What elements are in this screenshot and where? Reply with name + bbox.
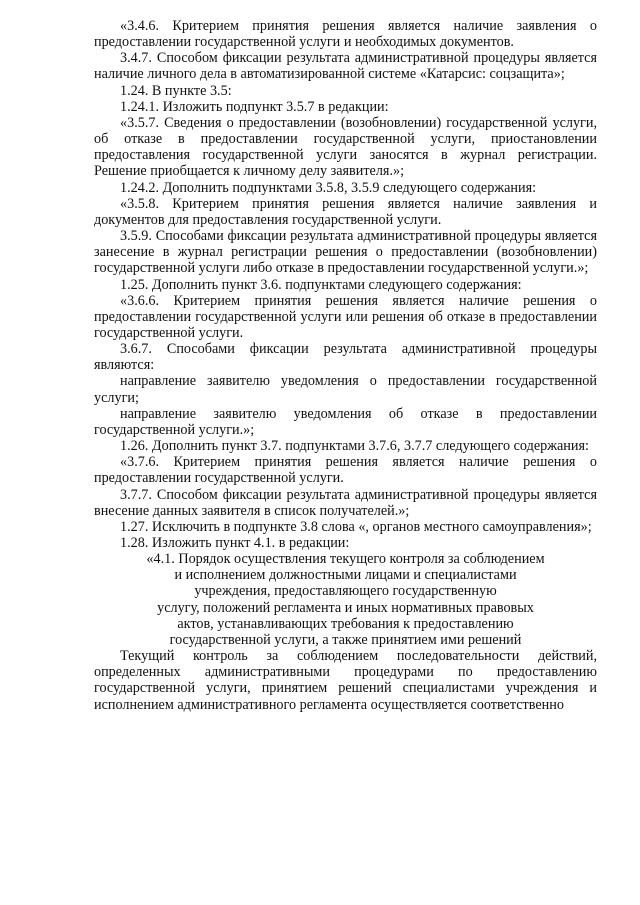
paragraph-1-27: 1.27. Исключить в подпункте 3.8 слова «, органов местного самоуправления»; — [120, 518, 592, 535]
paragraph-3-4-7: 3.4.7. Способом фиксации результата административной процедуры является наличие личного дела в автоматизированной системе «Катарсис: соцзащита»; — [94, 50, 597, 83]
paragraph-3-5-9: 3.5.9. Способами фиксации результата административной процедуры является занесение в журнал регистрации решения о предоставлении (возобновлении) государственной услуги либо отказе в предоставлении государственной услуги.»; — [94, 228, 597, 277]
paragraph-current-control: Текущий контроль за соблюдением последовательности действий, определенных административными процедурами по предоставлению государственной услуги, принятием решений специалистами учреждения и исполнением административного регламента осуществляется соответственно — [94, 648, 597, 713]
paragraph-1-24: 1.24. В пункте 3.5: — [120, 82, 232, 99]
paragraph-3-5-8: «3.5.8. Критерием принятия решения является наличие заявления и документов для предоставления государственной услуги. — [94, 195, 597, 228]
paragraph-notification-refusal: направление заявителю уведомления об отказе в предоставлении государственной услуги.»; — [94, 405, 597, 438]
paragraph-1-25: 1.25. Дополнить пункт 3.6. подпунктами следующего содержания: — [120, 276, 522, 293]
paragraph-1-24-1: 1.24.1. Изложить подпункт 3.5.7 в редакции: — [120, 98, 389, 115]
paragraph-notification-provision: направление заявителю уведомления о предоставлении государственной услуги; — [94, 373, 597, 406]
paragraph-3-7-7: 3.7.7. Способом фиксации результата административной процедуры является внесение данных заявителя в список получателей.»; — [94, 486, 597, 519]
paragraph-3-4-6: «3.4.6. Критерием принятия решения является наличие заявления о предоставлении государственной услуги и необходимых документов. — [94, 18, 597, 51]
section-heading-4-1: «4.1. Порядок осуществления текущего контроля за соблюдением и исполнением должностными лицами и специалистами учреждения, предоставляющего государственную услугу, положений регламента и иных нормативных правовых актов, устанавливающих требования к предоставлению государственной услуги, а также принятием ими решений — [146, 551, 545, 648]
paragraph-3-7-6: «3.7.6. Критерием принятия решения является наличие решения о предоставлении государственной услуги. — [94, 454, 597, 487]
paragraph-3-5-7: «3.5.7. Сведения о предоставлении (возобновлении) государственной услуги, об отказе в предоставлении государственной услуги, приостановлении предоставления государственной услуги заносятся в журнал регистрации. Решение приобщается к личному делу заявителя.»; — [94, 114, 597, 180]
paragraph-1-26: 1.26. Дополнить пункт 3.7. подпунктами 3.7.6, 3.7.7 следующего содержания: — [120, 438, 589, 455]
paragraph-3-6-7: 3.6.7. Способами фиксации результата административной процедуры являются: — [94, 341, 597, 374]
paragraph-3-6-6: «3.6.6. Критерием принятия решения является наличие решения о предоставлении государственной услуги или решения об отказе в предоставлении государственной услуги. — [94, 292, 597, 341]
paragraph-1-28: 1.28. Изложить пункт 4.1. в редакции: — [120, 535, 350, 551]
paragraph-1-24-2: 1.24.2. Дополнить подпунктами 3.5.8, 3.5.9 следующего содержания: — [120, 179, 537, 196]
document-body — [94, 18, 597, 713]
